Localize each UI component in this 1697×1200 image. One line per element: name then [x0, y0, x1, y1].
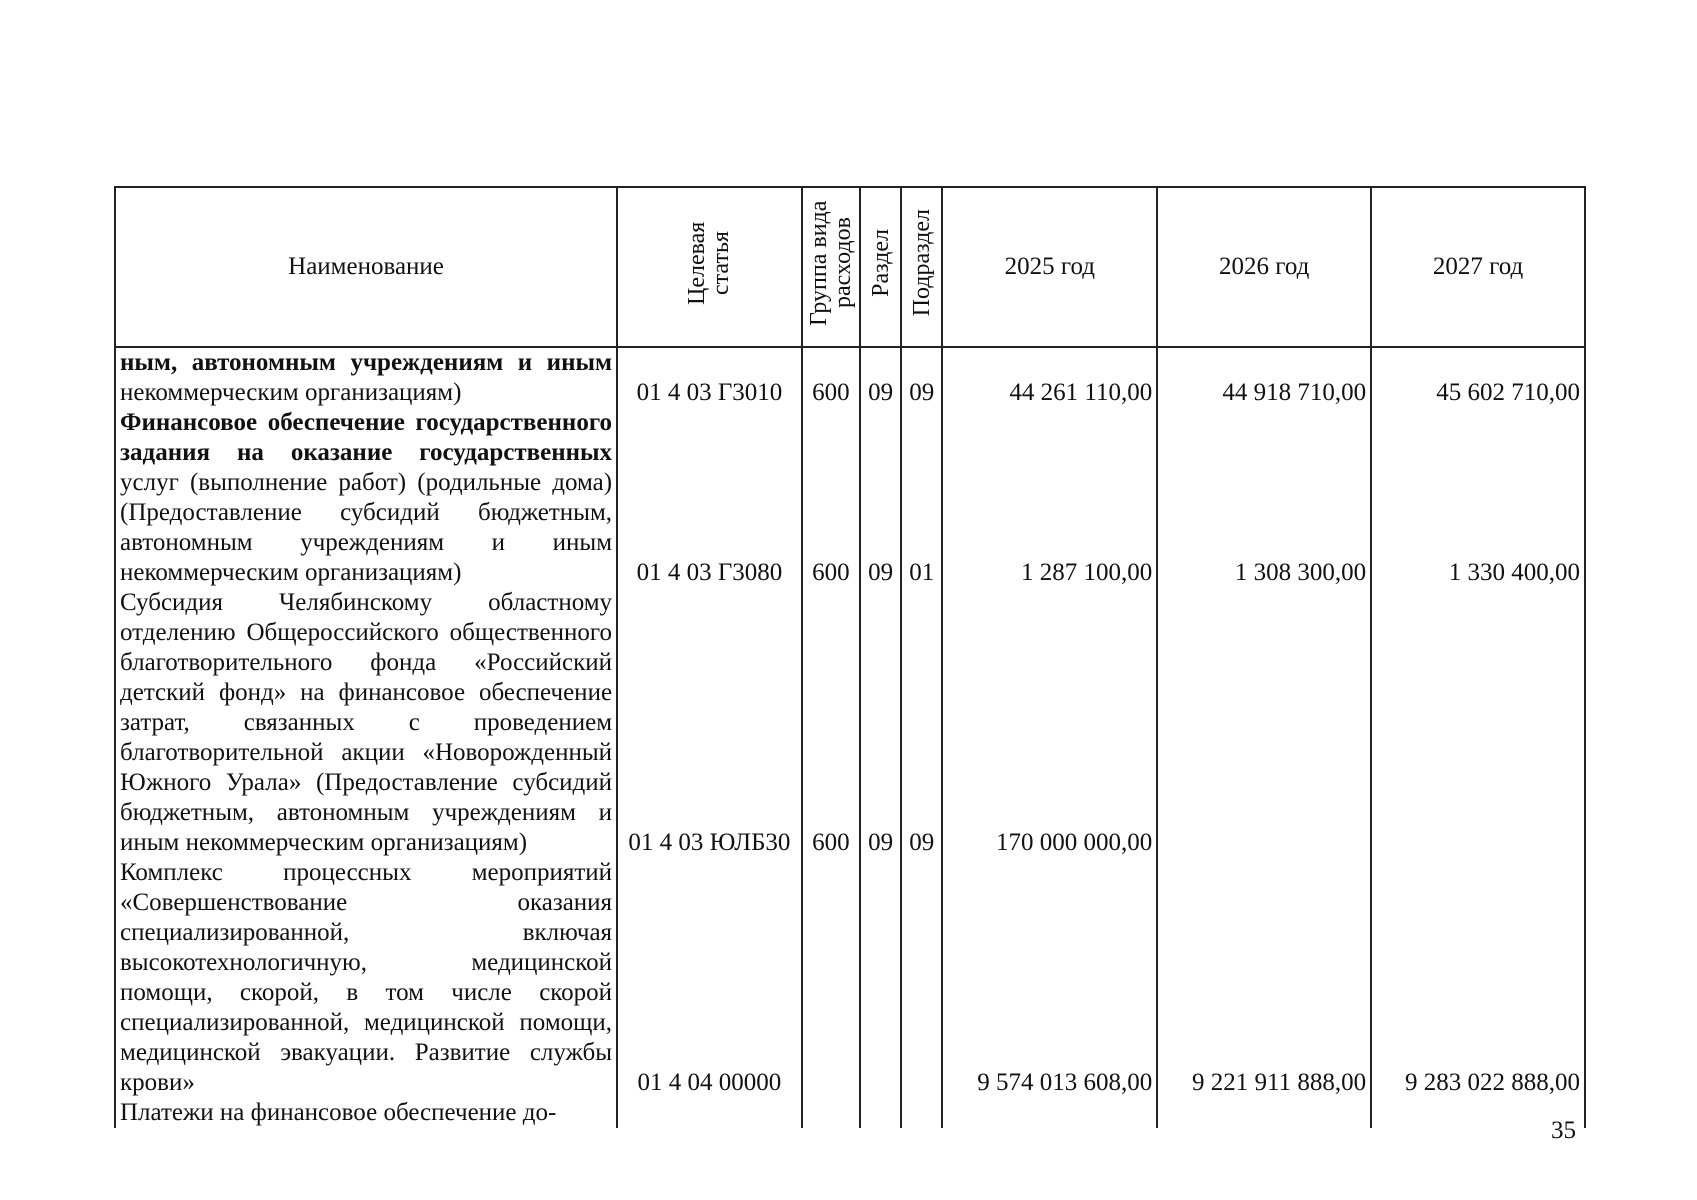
row-code: 01 4 03 Г3010 — [617, 347, 802, 408]
table-row — [115, 408, 1585, 588]
header-2027: 2027 год — [1371, 187, 1585, 347]
row-name: ным, автономным учреждениям и иным некоммерческим организациям) — [115, 347, 617, 408]
header-2026: 2026 год — [1157, 187, 1371, 347]
table-row — [115, 588, 1585, 858]
row-section — [860, 1098, 901, 1128]
row-section: 09 — [860, 408, 901, 588]
row-group — [802, 1098, 860, 1128]
row-section: 09 — [860, 347, 901, 408]
row-group: 600 — [802, 347, 860, 408]
row-name: Платежи на финансовое обеспечение до- — [115, 1098, 617, 1128]
page-number: 35 — [1551, 1117, 1576, 1144]
row-name: Субсидия Челябинскому областному отделению Общероссийского общественного благотворительного фонда «Российский детский фонд» на финансовое обеспечение затрат, связанных с проведением благотворительной акции «Новорожденный Южного Урала» (Предоставление субсидий бюджетным, автономным учреждениям и иным некоммерческим организациям) — [115, 588, 617, 858]
row-2026 — [1157, 1098, 1371, 1128]
row-2027: 45 602 710,00 — [1371, 347, 1585, 408]
table-row — [115, 347, 1585, 408]
row-2027: 9 283 022 888,00 — [1371, 858, 1585, 1098]
row-name: Комплекс процессных мероприятий «Совершенствование оказания специализированной, включая высокотехнологичную, медицинской помощи, скорой, в том числе скорой специализированной, медицинской помощи, медицинской эвакуации. Развитие службы крови» — [115, 858, 617, 1098]
header-group: Группа вида расходов — [802, 187, 860, 347]
row-code: 01 4 03 Г3080 — [617, 408, 802, 588]
row-2027: 1 330 400,00 — [1371, 408, 1585, 588]
row-2025: 9 574 013 608,00 — [942, 858, 1157, 1098]
row-subsection: 09 — [901, 347, 942, 408]
table-header-row — [115, 187, 1585, 347]
header-2025: 2025 год — [942, 187, 1157, 347]
row-name: Финансовое обеспечение государственного задания на оказание государственных услуг (выполнение работ) (родильные дома) (Предоставление субсидий бюджетным, автономным учреждениям и иным некоммерческим организациям) — [115, 408, 617, 588]
row-subsection: 09 — [901, 588, 942, 858]
row-2026: 1 308 300,00 — [1157, 408, 1371, 588]
row-2026: 44 918 710,00 — [1157, 347, 1371, 408]
row-2025: 44 261 110,00 — [942, 347, 1157, 408]
row-code — [617, 1098, 802, 1128]
row-2025 — [942, 1098, 1157, 1128]
row-2025: 1 287 100,00 — [942, 408, 1157, 588]
row-subsection: 01 — [901, 408, 942, 588]
header-target: Целевая статья — [617, 187, 802, 347]
table-row — [115, 858, 1585, 1098]
row-group: 600 — [802, 408, 860, 588]
header-subsection: Подраздел — [901, 187, 942, 347]
table-row — [115, 1098, 1585, 1128]
row-code: 01 4 03 ЮЛБ30 — [617, 588, 802, 858]
row-2025: 170 000 000,00 — [942, 588, 1157, 858]
row-group: 600 — [802, 588, 860, 858]
budget-table — [114, 186, 1586, 1128]
row-group — [802, 858, 860, 1098]
row-2026 — [1157, 588, 1371, 858]
header-name: Наименование — [115, 187, 617, 347]
row-2027 — [1371, 588, 1585, 858]
row-section: 09 — [860, 588, 901, 858]
row-2026: 9 221 911 888,00 — [1157, 858, 1371, 1098]
row-section — [860, 858, 901, 1098]
row-subsection — [901, 858, 942, 1098]
header-section: Раздел — [860, 187, 901, 347]
row-subsection — [901, 1098, 942, 1128]
row-code: 01 4 04 00000 — [617, 858, 802, 1098]
